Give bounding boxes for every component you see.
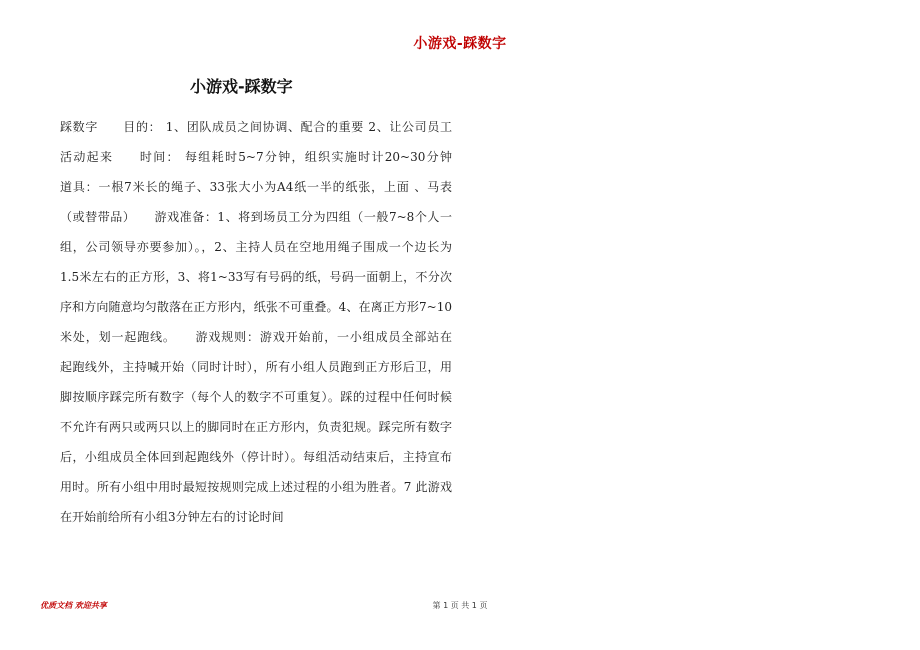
body-line: 序和方向随意均匀散落在正方形内，纸张不可重叠。4、在离正方形7~10 <box>60 300 452 314</box>
body-line: 不允许有两只或两只以上的脚同时在正方形内，负责犯规。踩完所有数字 <box>60 420 452 434</box>
document-title: 小游戏-踩数字 <box>190 77 293 96</box>
body-line: 道具：一根7米长的绳子、33张大小为A4纸一半的纸张，上面 、马表 <box>60 180 452 194</box>
body-line: 在开始前给所有小组3分钟左右的讨论时间 <box>60 510 284 524</box>
body-line: （或替带品） 游戏准备：1、将到场员工分为四组（一般7~8个人一 <box>60 210 452 224</box>
page-number: 第 1 页 共 1 页 <box>432 601 488 610</box>
body-line: 用时。所有小组中用时最短按规则完成上述过程的小组为胜者。7 此游戏 <box>60 480 452 494</box>
body-line: 踩数字 目的： 1、团队成员之间协调、配合的重要 2、让公司员工 <box>60 120 452 134</box>
body-line: 脚按顺序踩完所有数字（每个人的数字不可重复）。踩的过程中任何时候 <box>60 390 452 404</box>
body-line: 活动起来 时间： 每组耗时5~7分钟，组织实施时计20~30分钟 <box>60 150 452 164</box>
body-line: 米处，划一起跑线。 游戏规则：游戏开始前，一小组成员全部站在 <box>60 330 452 344</box>
footer-slogan: 优质文档 欢迎共享 <box>40 601 107 610</box>
header-title: 小游戏-踩数字 <box>413 36 507 52</box>
body-line: 起跑线外，主持喊开始（同时计时），所有小组人员跑到正方形后卫，用 <box>60 360 452 374</box>
body-line: 1.5米左右的正方形，3、将1~33写有号码的纸，号码一面朝上，不分次 <box>60 270 452 284</box>
document-body <box>60 112 452 532</box>
body-line: 后，小组成员全体回到起跑线外（停计时）。每组活动结束后，主持宣布 <box>60 450 452 464</box>
body-line: 组，公司领导亦要参加）。，2、主持人员在空地用绳子围成一个边长为 <box>60 240 452 254</box>
